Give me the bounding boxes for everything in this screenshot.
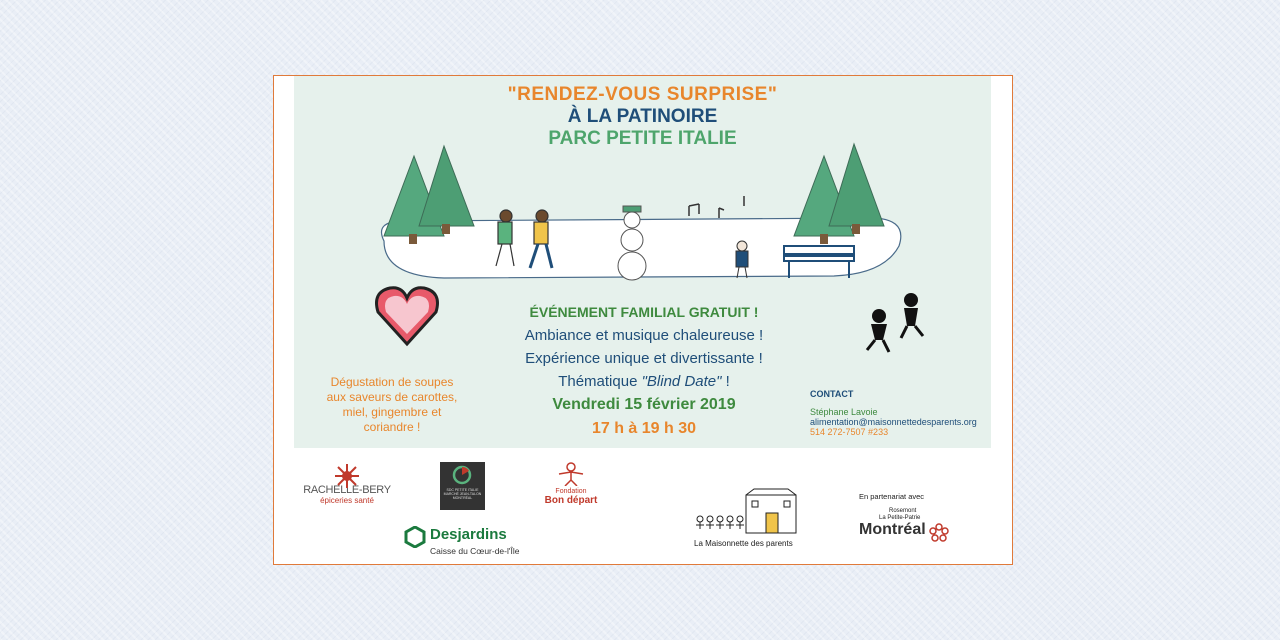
music-notes-icon bbox=[689, 196, 744, 218]
bon-depart-line2: Bon départ bbox=[544, 495, 598, 506]
event-time: 17 h à 19 h 30 bbox=[591, 420, 697, 437]
partner-label: En partenariat avec bbox=[859, 492, 925, 501]
feature-line: Ambiance et musique chaleureuse ! bbox=[524, 327, 764, 344]
skating-rink-illustration bbox=[364, 116, 924, 286]
contact-block bbox=[810, 389, 1000, 437]
market-text: SDC PETITE ITALIE MARCHÉ JEAN-TALON MONTRÉAL bbox=[443, 488, 482, 500]
theme-name: "Blind Date" bbox=[641, 373, 722, 390]
soup-line: coriandre ! bbox=[363, 420, 421, 434]
contact-email[interactable]: alimentation@maisonnettedesparents.org bbox=[810, 417, 977, 427]
theme-prefix: Thématique bbox=[558, 373, 642, 390]
snowman-icon bbox=[618, 206, 646, 280]
soup-line: aux saveurs de carottes, bbox=[326, 390, 458, 404]
rachelle-bery-name: RACHELLE-BERY bbox=[303, 484, 391, 496]
theme-line bbox=[464, 373, 824, 390]
flyer-subtitle-venue: À LA PATINOIRE bbox=[567, 106, 718, 127]
child-figure-icon bbox=[556, 462, 586, 486]
montreal-wordmark: Montréal bbox=[859, 521, 926, 538]
rachelle-bery-logo bbox=[302, 464, 392, 509]
silhouette-skaters-icon bbox=[849, 288, 939, 358]
illustration-panel bbox=[294, 76, 991, 448]
sun-flower-icon bbox=[335, 464, 359, 488]
market-logo bbox=[440, 462, 485, 510]
contact-phone: 514 272-7507 #233 bbox=[810, 427, 889, 437]
timer-icon bbox=[452, 465, 472, 485]
desjardins-sub: Caisse du Cœur-de-l'Île bbox=[430, 546, 520, 556]
contact-name: Stéphane Lavoie bbox=[810, 407, 878, 417]
event-heading: ÉVÉNEMENT FAMILIAL GRATUIT ! bbox=[529, 304, 759, 320]
hexagon-icon bbox=[404, 526, 426, 548]
montreal-logo bbox=[859, 492, 969, 552]
rachelle-bery-sub: épiceries santé bbox=[320, 496, 374, 505]
desjardins-name: Desjardins bbox=[430, 526, 507, 543]
maisonnette-logo bbox=[694, 487, 804, 549]
bon-depart-logo bbox=[536, 462, 606, 512]
feature-line: Expérience unique et divertissante ! bbox=[525, 350, 763, 367]
heart-icon bbox=[372, 282, 442, 348]
desjardins-logo bbox=[404, 524, 554, 560]
event-flyer bbox=[273, 75, 1013, 565]
event-date: Vendredi 15 février 2019 bbox=[552, 396, 736, 413]
borough-rosemont: Rosemont bbox=[889, 508, 917, 514]
soup-line: Dégustation de soupes bbox=[330, 375, 454, 389]
house-with-children-icon bbox=[694, 487, 804, 535]
soup-tasting-note bbox=[312, 375, 472, 435]
contact-heading: CONTACT bbox=[810, 389, 854, 399]
borough-petite-patrie: La Petite-Patrie bbox=[879, 515, 921, 521]
maisonnette-name: La Maisonnette des parents bbox=[694, 539, 793, 548]
theme-suffix: ! bbox=[721, 373, 730, 390]
flyer-subtitle-park: PARC PETITE ITALIE bbox=[548, 128, 737, 149]
soup-line: miel, gingembre et bbox=[342, 405, 442, 419]
flyer-title: "RENDEZ-VOUS SURPRISE" bbox=[507, 84, 778, 105]
rosette-icon bbox=[929, 523, 949, 543]
bon-depart-line1: Fondation bbox=[555, 488, 587, 495]
